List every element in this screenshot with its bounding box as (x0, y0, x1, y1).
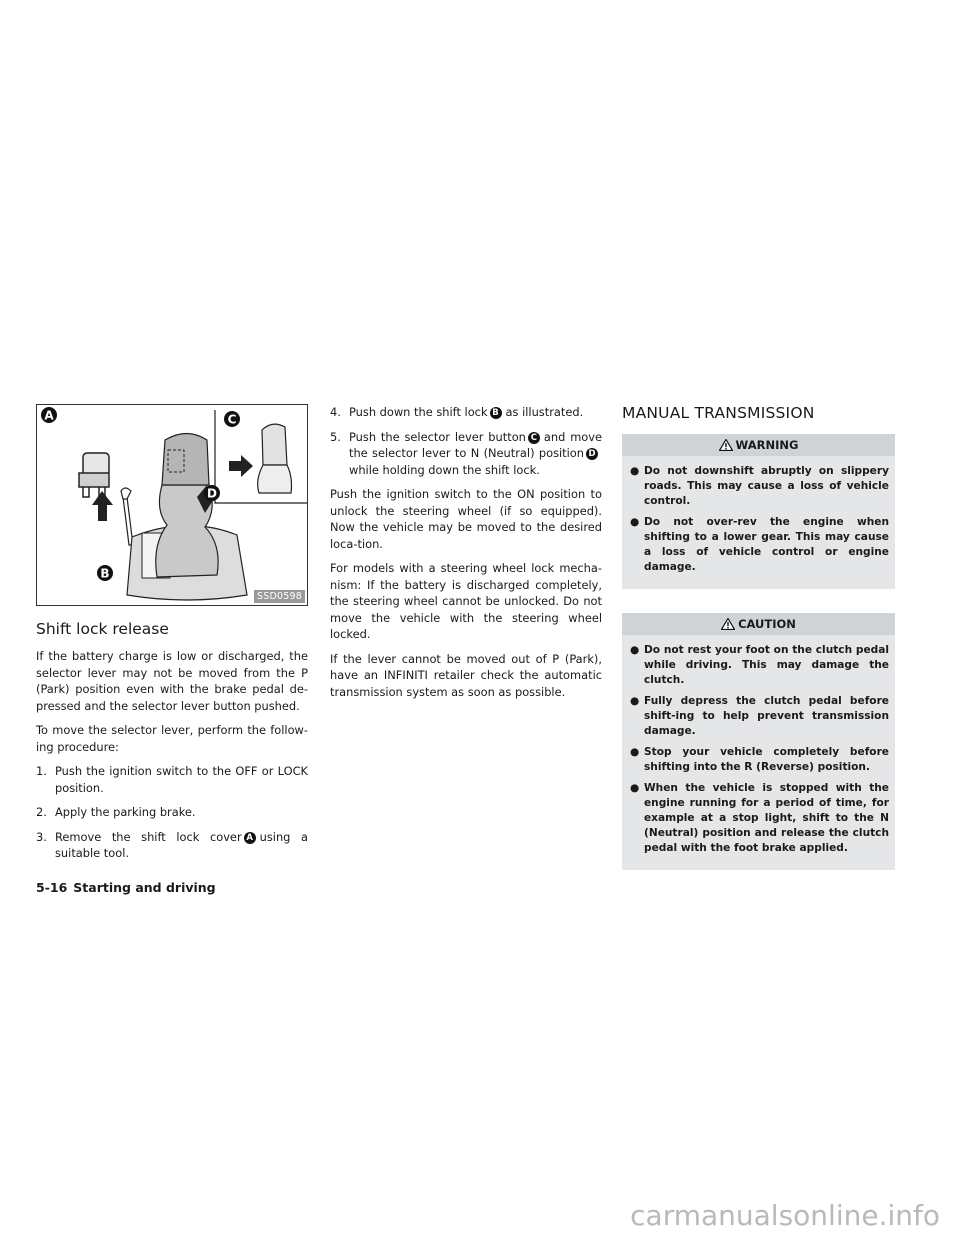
callout-marker-a: A (244, 832, 256, 844)
callout-c: C (227, 412, 237, 427)
shift-lever-diagram (37, 405, 307, 605)
step-2 (36, 804, 308, 821)
step-text-mid: and move the selector lever to N (Neutral) position (349, 429, 603, 460)
step-number: 3. (36, 829, 47, 844)
caution-text: When the vehicle is stopped with the engine running for a period of time, for example at a stop light, shift to the N (Neutral) position and release the clutch pedal with the foot brake applied. (644, 782, 889, 854)
warning-text: Do not over-rev the engine when shifting to a lower gear. This may cause a loss of vehicle control or engine damage. (644, 516, 889, 573)
left-column (36, 404, 308, 870)
caution-title: CAUTION (738, 617, 796, 631)
page-footer (36, 880, 216, 895)
section-heading-manual-transmission: MANUAL TRANSMISSION (622, 404, 815, 422)
watermark-text: carmanualsonline.info (630, 1199, 940, 1232)
figure-code: SSD0598 (254, 590, 305, 603)
step-text: Push the selector lever button (349, 429, 526, 444)
warning-title: WARNING (735, 438, 799, 452)
page-number: 5-16 (36, 880, 68, 895)
step-number: 2. (36, 805, 47, 819)
callout-marker-d: D (586, 448, 598, 460)
callout-a: A (44, 408, 54, 423)
bullet-icon: ● (630, 644, 640, 656)
step-text-cont: as illustrated. (505, 405, 584, 419)
caution-text: Fully depress the clutch pedal before shift-ing to help prevent transmission damage. (644, 695, 889, 737)
bullet-icon: ● (630, 782, 640, 794)
step-text-cont: while holding down the shift lock. (349, 462, 540, 477)
step-5 (330, 429, 602, 479)
callout-marker-b: B (490, 407, 502, 419)
paragraph-steering-lock: For models with a steering wheel lock mecha-nism: If the battery is discharged completely, the steering wheel cannot be unlocked. Do not move the vehicle with the steering wheel locked. (330, 561, 602, 641)
callout-marker-c: C (528, 432, 540, 444)
bullet-icon: ● (630, 516, 640, 528)
list-item (630, 643, 889, 688)
middle-column (330, 404, 602, 708)
procedure-intro: To move the selector lever, perform the follow-ing procedure: (36, 723, 308, 754)
caution-triangle-icon (721, 618, 735, 630)
list-item (630, 515, 889, 575)
bullet-icon: ● (630, 465, 640, 477)
step-4 (330, 404, 602, 421)
section-heading-shift-lock: Shift lock release (36, 620, 169, 638)
bullet-icon: ● (630, 695, 640, 707)
step-3 (36, 829, 308, 862)
intro-paragraph: If the battery charge is low or discharged, the selector lever may not be moved from the P (Park) position even with the brake pedal de-pressed and the selector lever button pushed. (36, 649, 308, 713)
list-item (630, 464, 889, 509)
step-1 (36, 763, 308, 796)
warning-header (622, 434, 895, 456)
section-name: Starting and driving (73, 880, 216, 895)
warning-triangle-icon (719, 439, 733, 451)
caution-list (622, 635, 895, 856)
warning-list (622, 456, 895, 575)
shift-lock-illustration (36, 404, 308, 606)
callout-b: B (100, 566, 110, 581)
step-number: 1. (36, 764, 47, 778)
list-item (630, 781, 889, 856)
list-item (630, 745, 889, 775)
right-column (622, 404, 895, 894)
paragraph-retailer: If the lever cannot be moved out of P (Park), have an INFINITI retailer check the automatic transmission system as soon as possible. (330, 651, 602, 699)
step-number: 4. (330, 405, 341, 419)
caution-text: Do not rest your foot on the clutch pedal while driving. This may damage the clutch. (644, 644, 889, 686)
paragraph-ignition-on: Push the ignition switch to the ON position to unlock the steering wheel (if so equipped). Now the vehicle may be moved to the desired loca-tion. (330, 487, 602, 551)
caution-header (622, 613, 895, 635)
callout-d: D (207, 486, 217, 501)
step-text-cont: using a suitable tool. (55, 829, 309, 860)
warning-box (622, 434, 895, 589)
step-number: 5. (330, 429, 341, 444)
bullet-icon: ● (630, 746, 640, 758)
caution-text: Stop your vehicle completely before shifting into the R (Reverse) position. (644, 746, 889, 773)
step-text: Remove the shift lock cover (55, 829, 242, 844)
caution-box (622, 613, 895, 870)
step-text: Apply the parking brake. (55, 805, 196, 819)
warning-text: Do not downshift abruptly on slippery roads. This may cause a loss of vehicle control. (644, 465, 889, 507)
list-item (630, 694, 889, 739)
step-text: Push the ignition switch to the OFF or LOCK position. (55, 764, 308, 795)
step-text: Push down the shift lock (349, 405, 488, 419)
